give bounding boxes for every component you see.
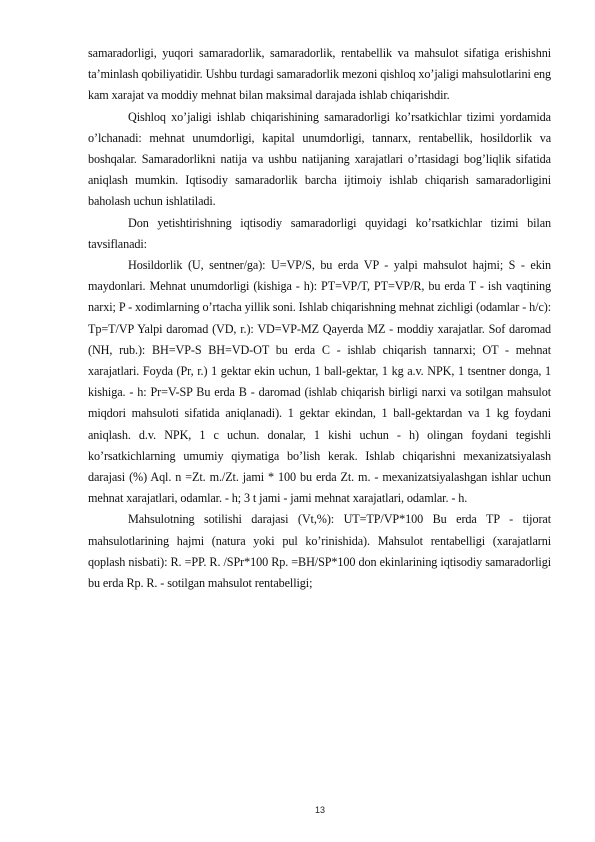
paragraph-4: Hosildorlik (U, sentner/ga): U=VP/S, bu erda VP - yalpi mahsulot hajmi; S - ekin maydonlari. Mehnat unumdorligi (kishiga - h): PT=VP/T, PT=VP/R, bu erda T - ish vaqtining narxi; P - xodimlarning o’rtacha yillik soni. Ishlab chiqarishning mehnat zichligi (odamlar - h/c): Tp=T/VP Yalpi daromad (VD, r.): VD=VP-MZ Qayerda MZ - moddiy xarajatlar. Sof daromad (NH, rub.): BH=VP-S BH=VD-OT bu erda C - ishlab chiqarish tannarxi; OT - mehnat xarajatlari. Foyda (Pr, r.) 1 gektar ekin uchun, 1 ball-gektar, 1 kg a.v. NPK, 1 tsentner donga, 1 kishiga. - h: Pr=V-SP Bu erda B - daromad (ishlab chiqarish birligi narxi va sotilgan mahsulot miqdori mahsuloti sifatida aniqlanadi). 1 gektar ekindan, 1 ball-gektardan va 1 kg foydani aniqlash. d.v. NPK, 1 c uchun. donalar, 1 kishi uchun - h) olingan foydani tegishli ko’rsatkichlarning umumiy qiymatiga bo’lish kerak. Ishlab chiqarishni mexanizatsiyalash darajasi (%) Aql. n =Zt. m./Zt. jami * 100 bu erda Zt. m. - mexanizatsiyalashgan ishlar uchun mehnat xarajatlari, odamlar. - h; 3 t jami - jami mehnat xarajatlari, odamlar. - h. <box>88 258 551 506</box>
paragraph-1: samaradorligi, yuqori samaradorlik, samaradorlik, rentabellik va mahsulot sifatiga erishishni ta’minlash qobiliyatidir. Ushbu turdagi samaradorlik mezoni qishloq xo’jaligi mahsulotlarini eng kam xarajat va moddiy mehnat bilan maksimal darajada ishlab chiqarishdir. <box>88 46 551 103</box>
paragraph-2: Qishloq xo’jaligi ishlab chiqarishining samaradorligi ko’rsatkichlar tizimi yordamida o’lchanadi: mehnat unumdorligi, kapital unumdorligi, tannarx, rentabellik, hosildorlik va boshqalar. Samaradorlikni natija va ushbu natijaning xarajatlari o’rtasidagi bog’liqlik sifatida aniqlash mumkin. Iqtisodiy samaradorlik barcha ijtimoiy ishlab chiqarish samaradorligini baholash uchun ishlatiladi. <box>88 109 551 209</box>
document-page <box>88 43 551 594</box>
page-number: 13 <box>314 805 325 815</box>
paragraph-3: Don yetishtirishning iqtisodiy samaradorligi quyidagi ko’rsatkichlar tizimi bilan tavsiflanadi: <box>88 215 551 251</box>
paragraph-5: Mahsulotning sotilishi darajasi (Vt,%): UT=TP/VP*100 Bu erda TP - tijorat mahsulotlarining hajmi (natura yoki pul ko’rinishida). Mahsulot rentabelligi (xarajatlarni qoplash nisbati): R. =PP. R. /SPr*100 Rp. =BH/SP*100 don ekinlarining iqtisodiy samaradorligi bu erda Rp. R. - sotilgan mahsulot rentabelligi; <box>88 512 551 591</box>
